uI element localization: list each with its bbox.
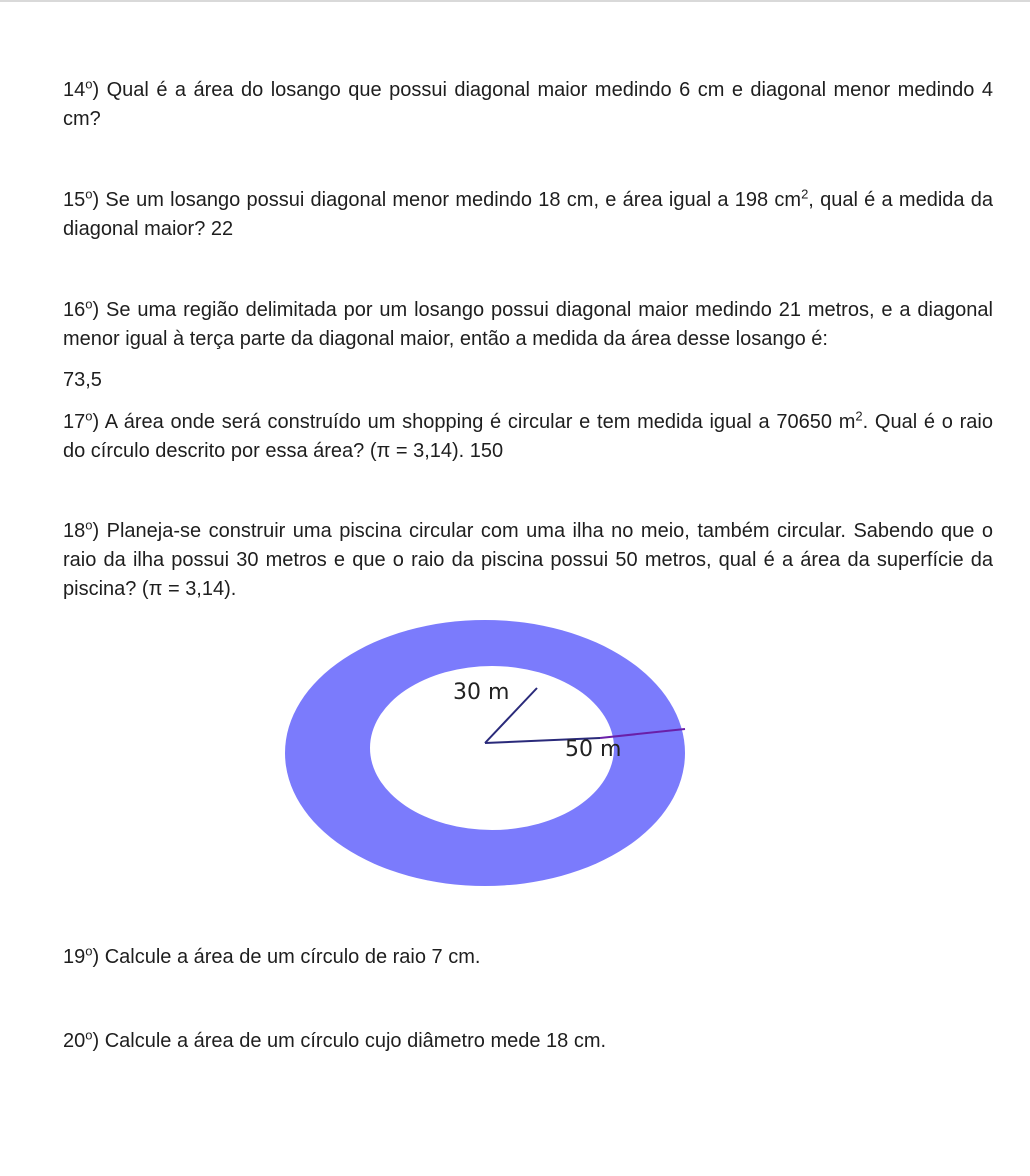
question-number: 17 [63,411,86,433]
question-17 [63,408,993,466]
question-text: ) A área onde será construído um shopping é circular e tem medida igual a 70650 m [92,411,856,433]
ordinal-indicator: o [85,296,93,312]
question-number: 18 [63,520,86,542]
question-text-continued: . Qual é o raio do círculo descrito por essa área? (π = 3,14). 150 [63,411,993,462]
question-16-answer: 73,5 [63,369,102,391]
pool-diagram-svg [285,610,695,890]
question-18 [63,517,993,604]
ordinal-indicator: o [85,186,93,202]
squared-exponent: 2 [855,408,863,424]
squared-exponent: 2 [801,186,809,202]
ordinal-indicator: o [85,1027,93,1043]
question-number: 15 [63,189,86,211]
question-19 [63,943,993,972]
ordinal-indicator: o [85,408,93,424]
question-text: ) Calcule a área de um círculo cujo diâmetro mede 18 cm. [92,1030,607,1052]
ordinal-indicator: o [85,943,93,959]
question-number: 14 [63,79,86,101]
question-number: 20 [63,1030,86,1052]
outer-radius-label: 50 m [565,737,622,762]
question-15 [63,186,993,244]
question-number: 16 [63,299,86,321]
question-text: ) Planeja-se construir uma piscina circular com uma ilha no meio, também circular. Sabendo que o raio da ilha possui 30 metros e que o raio da piscina possui 50 metros, qual é a área da superfície da piscina? (π = 3,14). [63,520,993,600]
question-number: 19 [63,946,86,968]
question-text: ) Se um losango possui diagonal menor medindo 18 cm, e área igual a 198 cm [92,189,802,211]
question-16 [63,296,993,354]
ordinal-indicator: o [85,76,93,92]
question-text: ) Se uma região delimitada por um losango possui diagonal maior medindo 21 metros, e a diagonal menor igual à terça parte da diagonal maior, então a medida da área desse losango é: [63,299,993,350]
question-text-continued: , qual é a medida da diagonal maior? 22 [63,189,993,240]
question-14 [63,76,993,134]
question-20 [63,1027,993,1056]
question-text: ) Qual é a área do losango que possui diagonal maior medindo 6 cm e diagonal menor medindo 4 cm? [63,79,993,130]
ordinal-indicator: o [85,517,93,533]
pool-diagram [285,610,695,890]
top-divider [0,0,1030,2]
inner-radius-label: 30 m [453,680,510,705]
question-text: ) Calcule a área de um círculo de raio 7 cm. [92,946,481,968]
